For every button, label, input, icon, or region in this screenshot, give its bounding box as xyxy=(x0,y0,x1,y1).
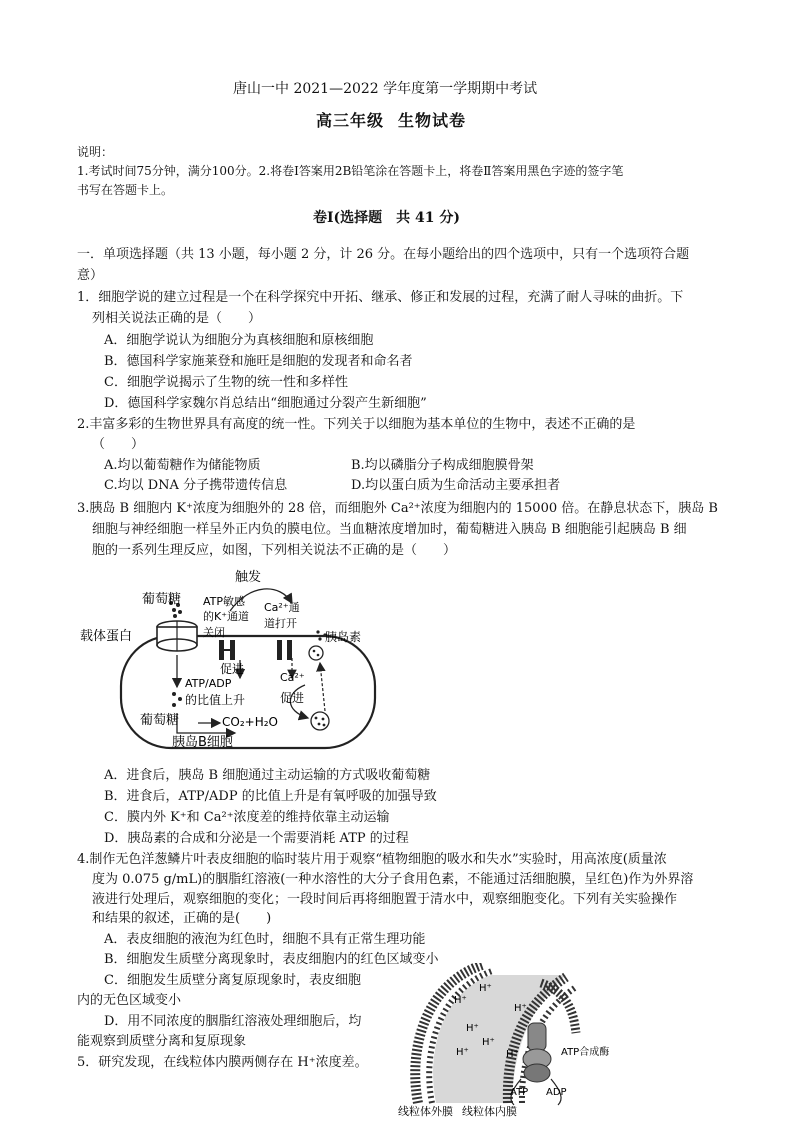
label-ca-ion: Ca²⁺ xyxy=(280,671,305,684)
label-ca-channel-2: 道打开 xyxy=(264,617,297,630)
label-atp: ATP xyxy=(510,1087,529,1098)
q1-option-d: D．德国科学家魏尔肖总结出“细胞通过分裂产生新细胞” xyxy=(104,396,427,411)
mitochondria-diagram xyxy=(396,963,636,1123)
proton-label-5: H⁺ xyxy=(482,1037,495,1048)
instructions-line-2: 书写在答题卡上。 xyxy=(77,183,174,197)
proton-label-3: H⁺ xyxy=(514,1003,527,1014)
carrier-protein xyxy=(157,621,197,651)
q5-stem: 5．研究发现，在线粒体内膜两侧存在 H⁺浓度差。 xyxy=(77,1055,368,1070)
q4-option-b: B．细胞发生质壁分离现象时，表皮细胞内的红色区域变小 xyxy=(104,952,439,967)
label-outer-membrane: 线粒体外膜 xyxy=(398,1105,453,1118)
label-islet-b-cell: 胰岛B细胞 xyxy=(172,735,233,750)
q2-option-c: C.均以 DNA 分子携带遗传信息 xyxy=(104,478,288,493)
q3-option-c: C．膜内外 K⁺和 Ca²⁺浓度差的维持依靠主动运输 xyxy=(104,810,390,825)
q1-option-c: C．细胞学说揭示了生物的统一性和多样性 xyxy=(104,375,348,390)
q4-option-c-1: C．细胞发生质壁分离复原现象时，表皮细胞 xyxy=(104,973,361,988)
label-katp-3: 关闭 xyxy=(203,626,225,639)
q4-stem-2: 度为 0.075 g/mL)的胭脂红溶液(一种水溶性的大分子食用色素，不能通过活细胞膜，呈红色)作为外界溶 xyxy=(92,872,694,887)
proton-label-4: H⁺ xyxy=(466,1023,479,1034)
label-promote-2: 促进 xyxy=(280,691,305,705)
q3-stem-1: 3.胰岛 B 细胞内 K⁺浓度为细胞外的 28 倍，而细胞外 Ca²⁺浓度为细胞内的 15000 倍。在静息状态下，胰岛 B xyxy=(77,501,718,516)
label-ratio-1: ATP/ADP xyxy=(185,677,232,690)
label-glucose-outside: 葡萄糖 xyxy=(142,592,182,607)
q4-option-d-2: 能观察到质壁分离和复原现象 xyxy=(77,1034,247,1049)
q3-stem-2: 细胞与神经细胞一样呈外正内负的膜电位。当血糖浓度增加时，葡萄糖进入胰岛 B 细胞能引起胰岛 B 细 xyxy=(92,522,687,537)
q1-stem-1: 1．细胞学说的建立过程是一个在科学探究中开拓、继承、修正和发展的过程，充满了耐人寻味的曲折。下 xyxy=(77,290,684,305)
glucose-molecules-inside xyxy=(172,692,182,707)
q4-stem-3: 液进行处理后，观察细胞的变化；一段时间后再将细胞置于清水中，观察细胞变化。下列有关实验操作 xyxy=(92,892,678,907)
insulin-vesicle-bottom xyxy=(311,712,329,730)
instructions-label: 说明： xyxy=(77,145,114,159)
k-atp-channel xyxy=(219,640,235,660)
proton-label-2: H⁺ xyxy=(454,995,467,1006)
label-insulin: 胰岛素 xyxy=(325,630,362,644)
q1-stem-2: 列相关说法正确的是（ ） xyxy=(92,311,262,326)
q4-stem-4: 和结果的叙述，正确的是( ) xyxy=(92,911,272,926)
exam-title: 唐山一中 2021—2022 学年度第一学期期中考试 xyxy=(233,81,538,97)
label-trigger: 触发 xyxy=(235,570,262,585)
label-ca-channel-1: Ca²⁺通 xyxy=(264,601,300,614)
proton-label-7: H⁺ xyxy=(506,1049,519,1060)
part1-heading-1: 一．单项选择题（共 13 小题，每小题 2 分，计 26 分。在每小题给出的四个选项中，只有一个选项符合题 xyxy=(77,247,690,262)
cell-membrane xyxy=(121,636,375,748)
q2-option-d: D.均以蛋白质为生命活动主要承担者 xyxy=(351,478,561,493)
label-atp-synthase: ATP合成酶 xyxy=(561,1047,610,1058)
part1-heading-2: 意） xyxy=(77,268,104,283)
q3-stem-3: 胞的一系列生理反应，如图，下列相关说法不正确的是（ ） xyxy=(92,543,457,558)
label-adp: ADP xyxy=(546,1087,567,1098)
q4-option-a: A．表皮细胞的液泡为红色时，细胞不具有正常生理功能 xyxy=(104,932,426,947)
section-title: 卷Ⅰ(选择题 共 41 分) xyxy=(313,210,461,226)
insulin-secretion-diagram xyxy=(80,563,380,755)
q1-option-b: B．德国科学家施莱登和施旺是细胞的发现者和命名者 xyxy=(104,354,413,369)
q2-stem-2: （ ） xyxy=(92,437,145,452)
q3-option-a: A．进食后，胰岛 B 细胞通过主动运输的方式吸收葡萄糖 xyxy=(104,768,431,783)
insulin-vesicle-top xyxy=(309,630,327,660)
label-co2-h2o: CO₂+H₂O xyxy=(222,715,278,729)
atp-synthase-complex xyxy=(523,1023,551,1082)
label-ratio-2: 的比值上升 xyxy=(185,693,246,707)
label-katp-2: 的K⁺通道 xyxy=(203,610,250,623)
q4-option-d-1: D．用不同浓度的胭脂红溶液处理细胞后，均 xyxy=(104,1014,362,1029)
subject-label: 生物试卷 xyxy=(398,111,467,130)
q4-stem-1: 4.制作无色洋葱鳞片叶表皮细胞的临时装片用于观察“植物细胞的吸水和失水”实验时，用高浓度(质量浓 xyxy=(77,852,667,867)
q2-stem-1: 2.丰富多彩的生物世界具有高度的统一性。下列关于以细胞为基本单位的生物中，表述不正确的是 xyxy=(77,417,636,432)
proton-label-6: H⁺ xyxy=(456,1047,469,1058)
q1-option-a: A．细胞学说认为细胞分为真核细胞和原核细胞 xyxy=(104,333,374,348)
label-carrier-protein: 载体蛋白 xyxy=(80,629,133,644)
grade-label: 高三年级 xyxy=(316,111,385,130)
calcium-channel xyxy=(277,640,292,660)
q3-option-b: B．进食后，ATP/ADP 的比值上升是有氧呼吸的加强导致 xyxy=(104,789,437,804)
label-glucose-inside: 葡萄糖 xyxy=(140,713,180,728)
q4-option-c-2: 内的无色区域变小 xyxy=(77,993,182,1008)
proton-label-1: H⁺ xyxy=(479,983,492,994)
label-inner-membrane: 线粒体内膜 xyxy=(462,1105,517,1118)
instructions-line-1: 1.考试时间75分钟，满分100分。2.将卷Ⅰ答案用2B铅笔涂在答题卡上，将卷Ⅱ答案用黑色字迹的签字笔 xyxy=(77,164,624,178)
q2-option-b: B.均以磷脂分子构成细胞膜骨架 xyxy=(351,458,534,473)
label-promote-1: 促进 xyxy=(220,662,245,676)
label-katp-1: ATP敏感 xyxy=(203,595,246,608)
q2-option-a: A.均以葡萄糖作为储能物质 xyxy=(104,458,261,473)
exam-subtitle xyxy=(316,108,466,131)
q3-option-d: D．胰岛素的合成和分泌是一个需要消耗 ATP 的过程 xyxy=(104,831,409,846)
